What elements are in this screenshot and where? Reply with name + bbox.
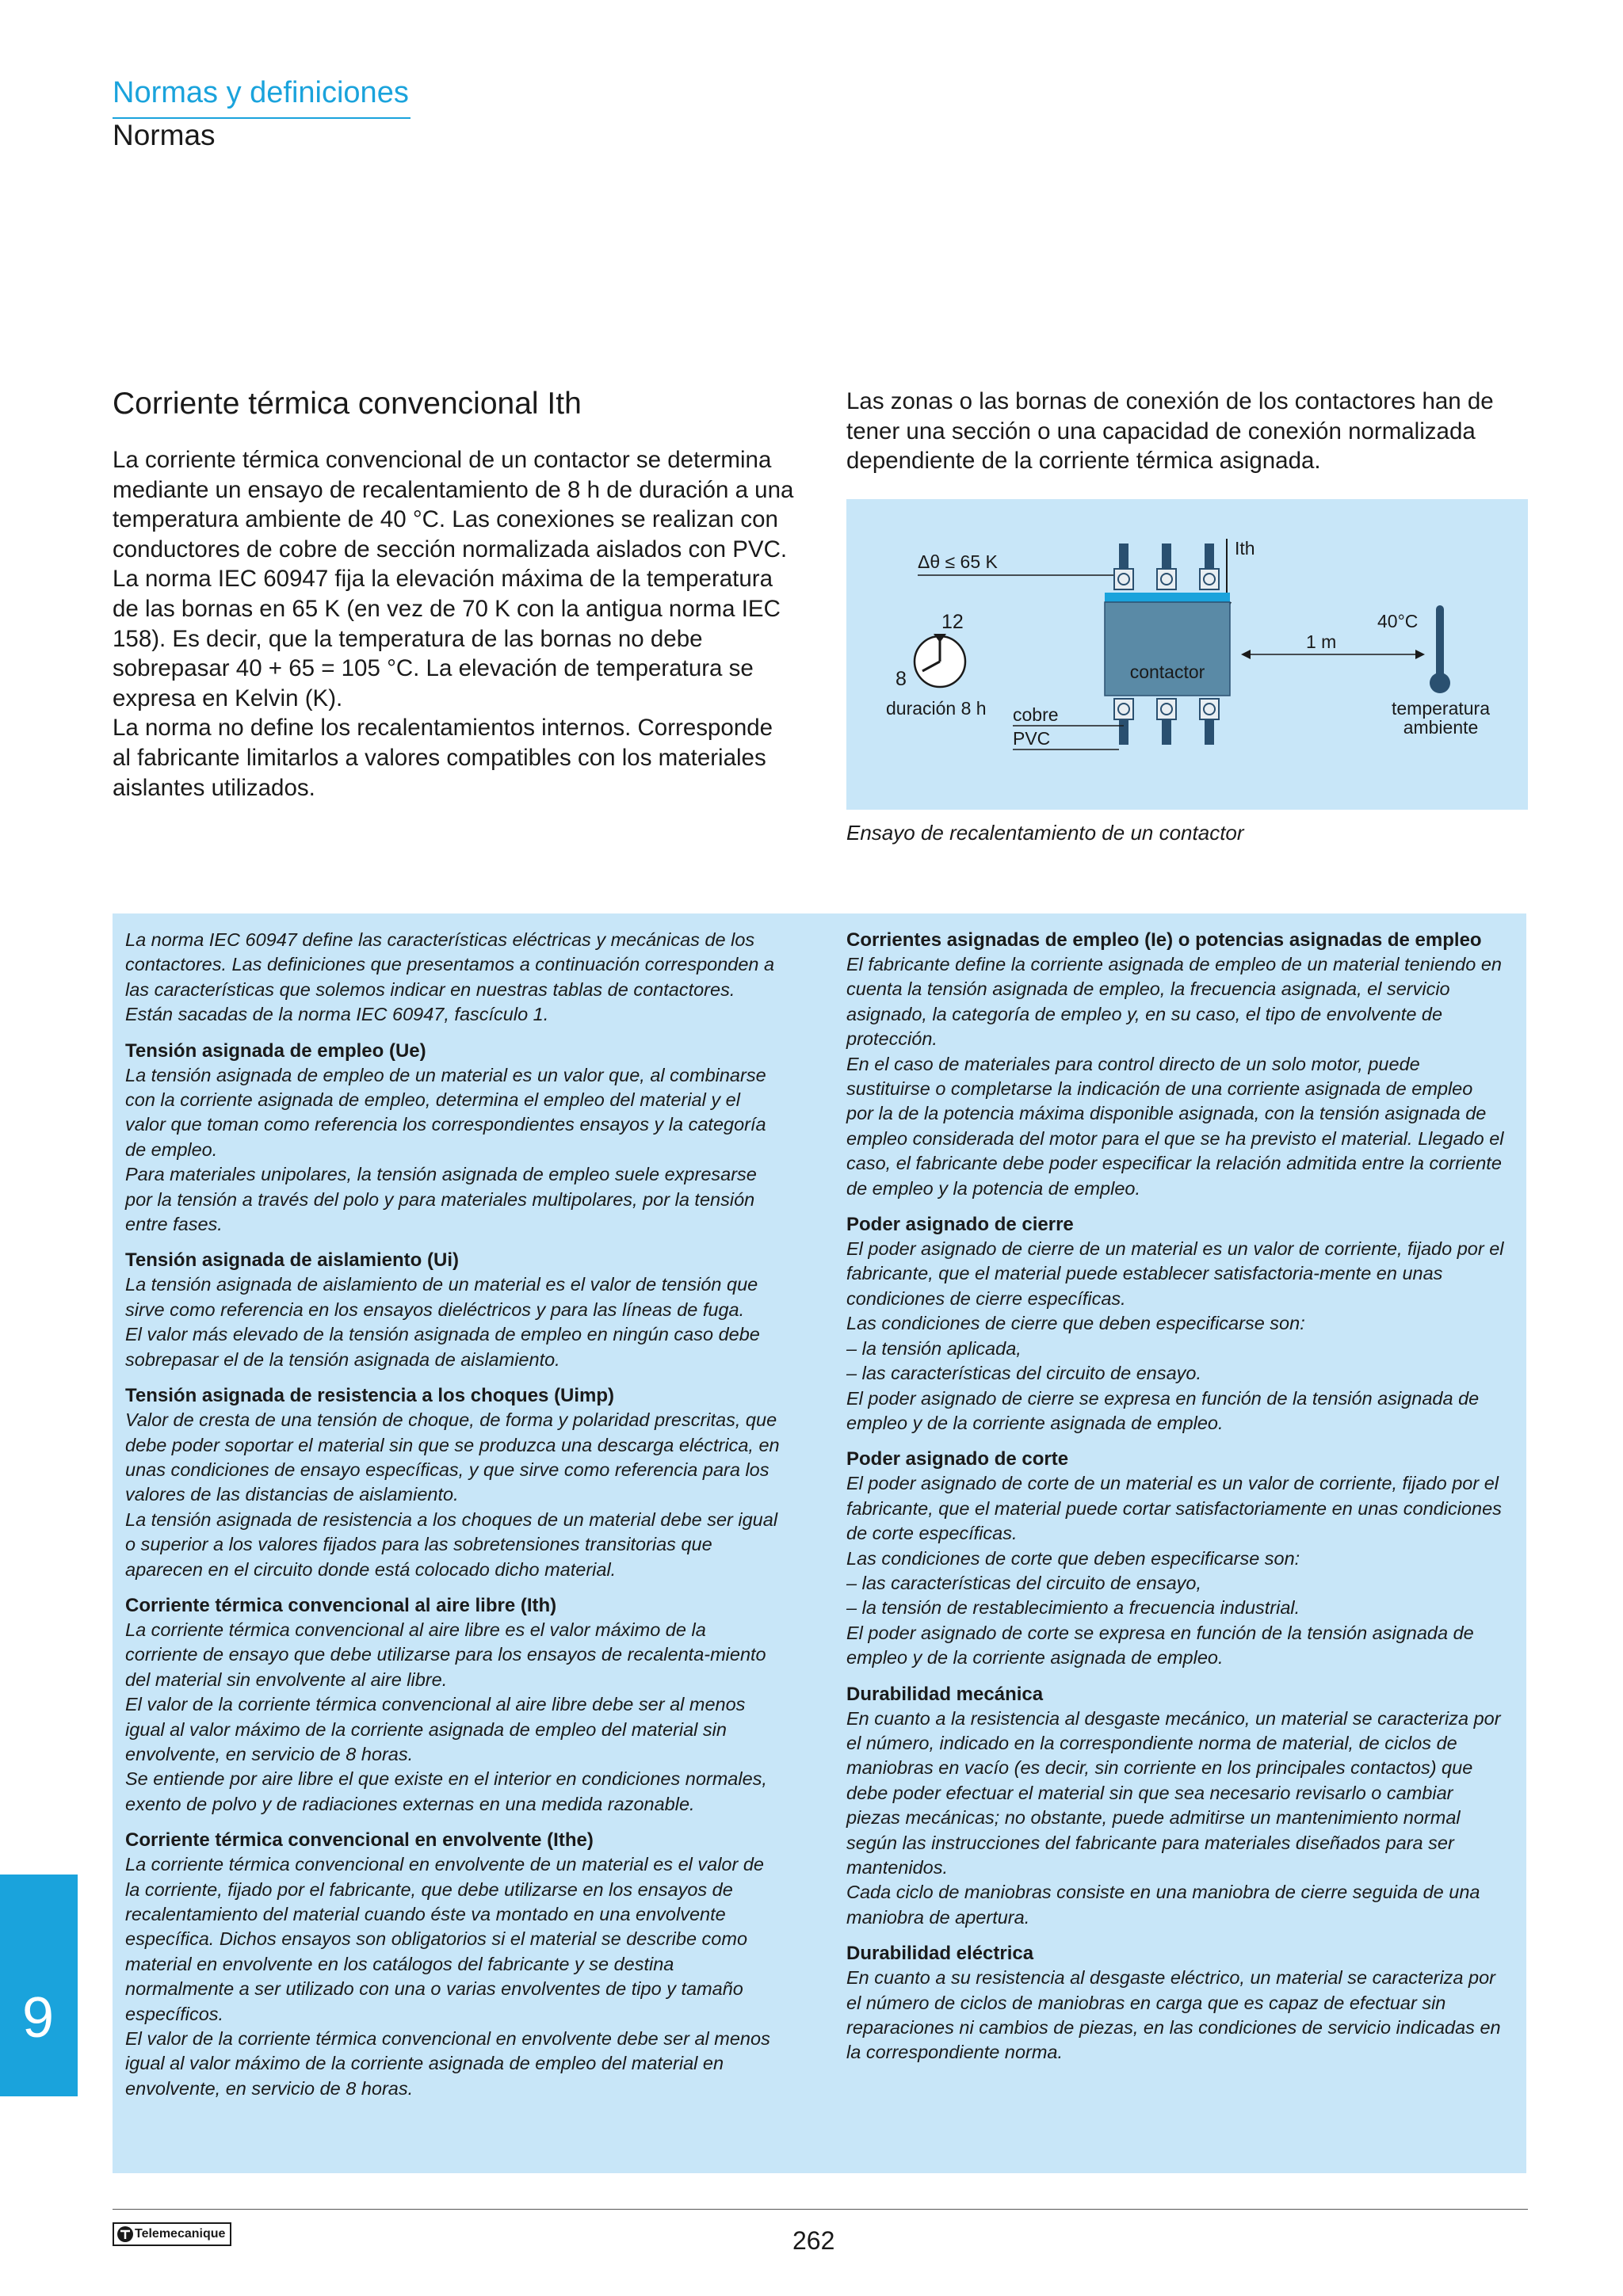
ith-label: Ith <box>1235 538 1255 559</box>
diagram-caption: Ensayo de recalentamiento de un contactor <box>846 821 1244 845</box>
thermometer-icon <box>1436 605 1444 681</box>
definition-heading: Poder asignado de corte <box>846 1448 1069 1470</box>
definition-heading: Tensión asignada de resistencia a los choques (Uimp) <box>125 1385 615 1407</box>
distance-label: 1 m <box>1306 631 1337 652</box>
pvc-label: PVC <box>1013 728 1051 749</box>
intro-paragraph: La corriente térmica convencional de un contactor se determina mediante un ensayo de recalentamiento de 8 h de duración a una temperatura ambiente de 40 °C. Las conexiones se realizan con conductores de cobre de sección normalizada aislados con PVC. <box>113 447 794 563</box>
screw-terminal <box>1114 569 1133 589</box>
definition-heading: Poder asignado de cierre <box>846 1214 1074 1236</box>
temperature-label-1: temperatura <box>1391 698 1491 719</box>
definition-heading: Corrientes asignadas de empleo (Ie) o potencias asignadas de empleo <box>846 929 1482 951</box>
brand-name: Telemecanique <box>135 2227 226 2241</box>
definition-heading: Tensión asignada de empleo (Ue) <box>125 1039 426 1062</box>
definition-text: El poder asignado de cierre de un material es un valor de corriente, fijado por el fabricante, que el material puede establecer satisfactoria-mente en unas condiciones de cierre específicas. Las condiciones de cierre que deben especificarse son: – la tensión aplicada, – las características del circuito de ensayo. El poder asignado de cierre se expresa en función de la tensión asignada de empleo y de la corriente asignada de empleo. <box>846 1238 1504 1433</box>
terminal-wire <box>1205 719 1214 745</box>
definition-text: La tensión asignada de aislamiento de un material es el valor de tensión que sirve como referencia en los ensayos dieléctricos y para las líneas de fuga. El valor más elevado de la tensión asignada de empleo en ningún caso debe sobrepasar el de la tensión asignada de aislamiento. <box>125 1274 760 1370</box>
terminal-wire <box>1162 543 1171 569</box>
definition-text: La corriente térmica convencional al aire libre es el valor máximo de la corriente de ensayo que debe utilizarse para los ensayos de recalenta-miento del material sin envolvente al aire libre. El valor de la corriente térmica convencional al aire libre debe ser al menos igual al valor máximo de la corriente asignada de empleo del material sin envolvente, en servicio de 8 horas. Se entiende por aire libre el que existe en el interior en condiciones normales, exento de polvo y de radiaciones externas en una medida razonable. <box>125 1619 767 1814</box>
contactor-band <box>1105 593 1230 602</box>
clock-12-label: 12 <box>941 611 964 633</box>
definition-intro: La norma IEC 60947 define las características eléctricas y mecánicas de los contactores. Las definiciones que presentamos a continuación corresponden a las características que solemos indicar en nuestras tablas de contactores. Están sacadas de la norma IEC 60947, fascículo 1. <box>125 929 775 1025</box>
definition-text: La tensión asignada de empleo de un material es un valor que, al combinarse con la corriente asignada de empleo, determina el empleo del material y el valor que toman como referencia los correspondientes ensayos y la categoría de empleo. Para materiales unipolares, la tensión asignada de empleo suele expresarse por la tensión a través del polo y para materiales multipolares, por la tensión entre fases. <box>125 1064 766 1235</box>
thermometer-bulb <box>1430 673 1450 693</box>
intro-right-text <box>846 387 1512 476</box>
screw-terminal <box>1157 699 1176 719</box>
temperature-label-2: ambiente <box>1403 717 1479 738</box>
intro-paragraph: La norma IEC 60947 fija la elevación máxima de la temperatura de las bornas en 65 K (en vez de 70 K con la antigua norma IEC 158). Es decir, que la temperatura de las bornas no debe sobrepasar 40 + 65 = 105 °C. La elevación de temperatura se expresa en Kelvin (K). <box>113 566 781 711</box>
intro-right-paragraph: Las zonas o las bornas de conexión de los contactores han de tener una sección o una capacidad de conexión normalizada dependiente de la corriente térmica asignada. <box>846 388 1494 475</box>
definition-text: En cuanto a la resistencia al desgaste mecánico, un material se caracteriza por el número, indicado en la correspondiente norma de material, de ciclos de maniobras en vacío (es decir, sin corriente en los principales contactos) que debe poder efectuar el material sin que sea necesario revisarlo o cambiar piezas mecánicas; no obstante, puede admitirse un mantenimiento normal según las instrucciones del fabricante para materiales diseñados para ser mantenidos. Cada ciclo de maniobras consiste en una maniobra de cierre seguida de una maniobra de apertura. <box>846 1707 1501 1928</box>
screw-terminal <box>1114 699 1133 719</box>
definition-text: Valor de cresta de una tensión de choque, de forma y polaridad prescritas, que debe poder soportar el material sin que se produzca una descarga eléctrica, en unas condiciones de ensayo específicas, y que sirve como referencia para los valores de las distancias de aislamiento. La tensión asignada de resistencia a los choques de un material debe ser igual o superior a los valores fijados para las sobretensiones transitorias que aparecen en el circuito donde está colocado dicho material. <box>125 1409 780 1580</box>
footer-rule <box>113 2209 1528 2210</box>
clock-8-label: 8 <box>896 668 907 690</box>
temperature-value: 40°C <box>1377 611 1419 631</box>
intro-title: Corriente térmica convencional Ith <box>113 387 582 421</box>
terminal-wire <box>1119 543 1128 569</box>
definition-text: La corriente térmica convencional en envolvente de un material es el valor de la corriente, fijado por el fabricante, que debe utilizarse en los ensayos de recalentamiento del material cuando éste va montado en una envolvente específica. Dichos ensayos son obligatorios si el material se describe como material en envolvente en los catálogos del fabricante y se destina normalmente a ser utilizado con una o varias envolventes de tipo y tamaño específicos. El valor de la corriente térmica convencional en envolvente debe ser al menos igual al valor máximo de la corriente asignada de empleo del material en envolvente, en servicio de 8 horas. <box>125 1854 770 2099</box>
duration-label: duración 8 h <box>886 698 987 719</box>
subsection-title: Normas <box>113 119 216 151</box>
definition-text: En cuanto a su resistencia al desgaste eléctrico, un material se caracteriza por el número de ciclos de maniobras en carga que es capaz de efectuar sin reparaciones ni cambios de piezas, en las condiciones de servicio indicadas en la correspondiente norma. <box>846 1967 1501 2063</box>
terminal-wire <box>1119 719 1128 745</box>
definition-text: El poder asignado de corte de un material es un valor de corriente, fijado por el fabricante, que el material puede cortar satisfactoriamente en unas condiciones de corte específicas. Las condiciones de corte que deben especificarse son: – las características del circuito de ensayo, – la tensión de restablecimiento a frecuencia industrial. El poder asignado de corte se expresa en función de la tensión asignada de empleo y de la corriente asignada de empleo. <box>846 1473 1502 1669</box>
section-title: Normas y definiciones <box>113 76 409 109</box>
chapter-number: 9 <box>22 1986 55 2050</box>
chapter-tab <box>0 1875 78 2096</box>
terminal-wire <box>1205 543 1214 569</box>
diagram-svg <box>846 499 1528 810</box>
definition-heading: Corriente térmica convencional al aire libre (Ith) <box>125 1594 557 1616</box>
intro-text <box>113 445 794 803</box>
definition-heading: Corriente térmica convencional en envolvente (Ithe) <box>125 1829 594 1852</box>
intro-paragraph: La norma no define los recalentamientos internos. Corresponde al fabricante limitarlos a valores compatibles con los materiales aislantes utilizados. <box>113 715 773 801</box>
screw-terminal <box>1200 699 1219 719</box>
definition-heading: Durabilidad mecánica <box>846 1683 1044 1705</box>
distance-arrow-head <box>1415 650 1425 659</box>
page-number: 262 <box>792 2226 835 2255</box>
definitions-box <box>113 913 1526 2173</box>
definition-heading: Tensión asignada de aislamiento (Ui) <box>125 1249 459 1272</box>
definitions-right-column <box>846 928 1504 2065</box>
screw-terminal <box>1200 569 1219 589</box>
terminal-wire <box>1162 719 1171 745</box>
heating-test-diagram <box>846 499 1528 810</box>
top-terminals <box>1114 543 1219 589</box>
definition-heading: Durabilidad eléctrica <box>846 1943 1034 1965</box>
copper-label: cobre <box>1013 704 1059 725</box>
definition-text: El fabricante define la corriente asignada de empleo de un material teniendo en cuenta la tensión asignada de empleo, la frecuencia asignada, el servicio asignado, la categoría de empleo y, en su caso, el tipo de envolvente de protección. En el caso de materiales para control directo de un solo motor, puede sustituirse o completarse la indicación de una corriente asignada de empleo por la de la potencia máxima disponible asignada, con la tensión asignada de empleo considerada del motor para el que se ha previsto el material. Llegado el caso, el fabricante debe poder especificar la relación admitida entre la corriente de empleo y la potencia de empleo. <box>846 954 1504 1199</box>
bottom-terminals <box>1114 699 1219 745</box>
contactor-label: contactor <box>1129 662 1205 682</box>
brand-logo <box>113 2222 231 2246</box>
screw-terminal <box>1157 569 1176 589</box>
distance-arrow-head <box>1241 650 1251 659</box>
telemecanique-logo-icon <box>116 2225 135 2244</box>
delta-theta-label: Δθ ≤ 65 K <box>918 551 998 572</box>
definitions-left-column <box>125 928 783 2101</box>
